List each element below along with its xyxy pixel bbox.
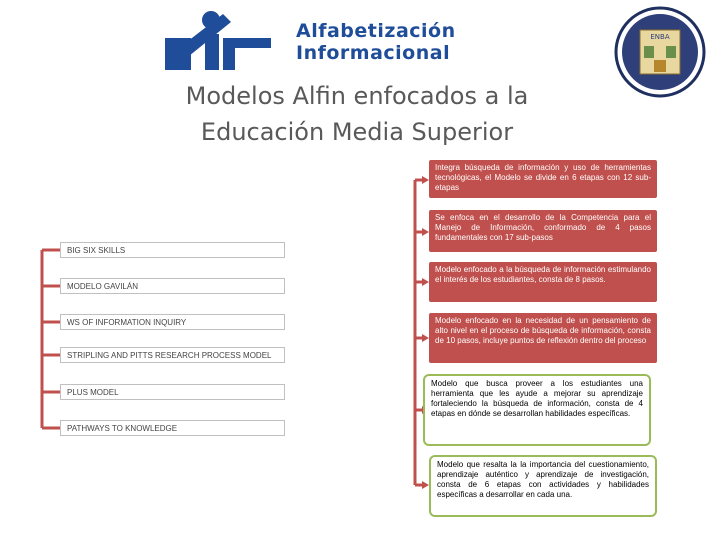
logo-text-line1: Alfabetización (296, 20, 456, 42)
model-box-big-six: BIG SIX SKILLS (60, 242, 285, 258)
description-box-1: Integra búsqueda de información y uso de herramientas tecnológicas, el Modelo se divide en 6 etapas con 12 sub-etapas (429, 160, 657, 198)
description-box-4: Modelo enfocado en la necesidad de un pensamiento de alto nivel en el proceso de búsqueda de información, consta de 10 pasos, incluye puntos de reflexión dentro del proceso (429, 313, 657, 363)
logo-text-line2: Informacional (296, 42, 451, 64)
model-box-gavilan: MODELO GAVILÁN (60, 278, 285, 294)
arrow-icon-1 (422, 176, 429, 184)
page-title-line1: Modelos Alfin enfocados a la (185, 82, 529, 110)
arrow-icon-2 (422, 228, 429, 236)
arrow-icon-4 (422, 334, 429, 342)
description-box-6: Modelo que resalta la la importancia del cuestionamiento, aprendizaje auténtico y aprendizaje de investigación, consta de 6 etapas con actividades y habilidades específicas a desarrollar en cada una. (429, 455, 657, 517)
description-box-2: Se enfoca en el desarrollo de la Competencia para el Manejo de Información, conformado de 4 pasos fundamentales con 17 sub-pasos (429, 210, 657, 252)
model-box-pathways: PATHWAYS TO KNOWLEDGE (60, 420, 285, 436)
model-box-ws-inquiry: WS OF INFORMATION INQUIRY (60, 314, 285, 330)
model-box-plus: PLUS MODEL (60, 384, 285, 400)
seal-text: ENBA (650, 33, 670, 41)
description-box-5: Modelo que busca proveer a los estudiantes una herramienta que les ayude a mejorar su aprendizaje fortaleciendo la búsqueda de información, consta de 4 etapas en dónde se desarrollan habilidades específicas. (423, 374, 651, 446)
arrow-icon-3 (422, 278, 429, 286)
page-title-line2: Educación Media Superior (200, 118, 514, 146)
arrow-icon-6 (422, 481, 429, 489)
model-box-stripling-pitts: STRIPLING AND PITTS RESEARCH PROCESS MODEL (60, 347, 285, 363)
description-box-3: Modelo enfocado a la búsqueda de información estimulando el interés de los estudiantes, consta de 8 pasos. (429, 262, 657, 302)
